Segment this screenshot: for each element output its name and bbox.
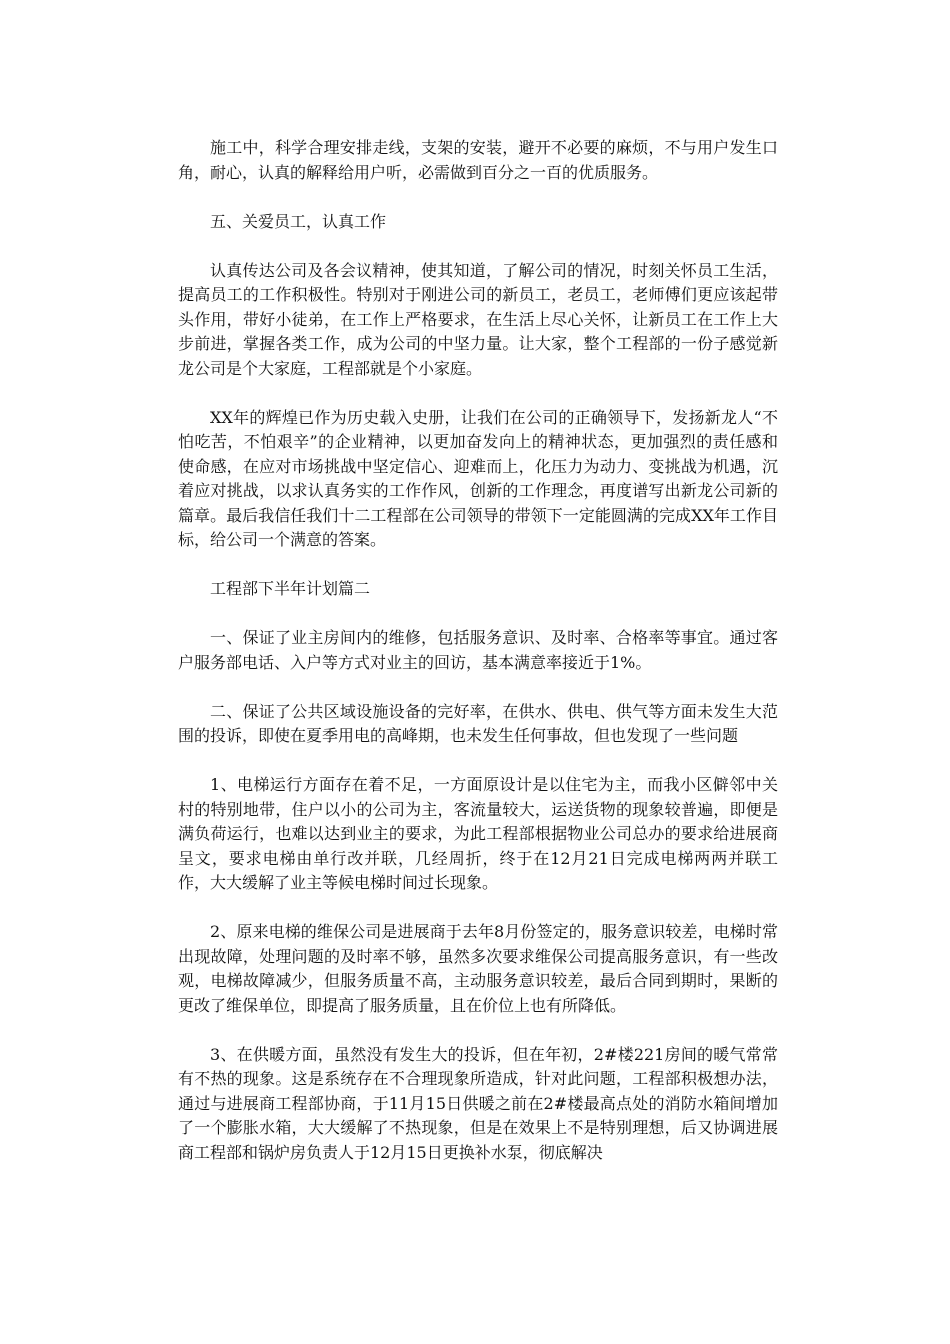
paragraph-year-summary: XX年的辉煌已作为历史载入史册，让我们在公司的正确领导下，发扬新龙人“不怕吃苦，不怕艰辛”的企业精神，以更加奋发向上的精神状态，更加强烈的责任感和使命感，在应对市场挑战中坚定信心、迎难而上，化压力为动力、变挑战为机遇，沉着应对挑战，以求认真务实的工作作风，创新的工作理念，再度谱写出新龙公司新的篇章。最后我信任我们十二工程部在公司领导的带领下一定能圆满的完成XX年工作目标，给公司一个满意的答案。 <box>178 407 778 549</box>
paragraph-item-two-facilities: 二、保证了公共区域设施设备的完好率，在供水、供电、供气等方面未发生大范围的投诉，即使在夏季用电的高峰期，也未发生任何事故，但也发现了一些问题 <box>178 701 778 745</box>
section-heading-plan-part-two: 工程部下半年计划篇二 <box>210 579 371 598</box>
paragraph-construction-service: 施工中，科学合理安排走线，支架的安装，避开不必要的麻烦，不与用户发生口角，耐心，认真的解释给用户听，必需做到百分之一百的优质服务。 <box>178 138 778 182</box>
document-page <box>178 136 778 1190</box>
paragraph-employee-care: 认真传达公司及各会议精神，使其知道，了解公司的情况，时刻关怀员工生活，提高员工的工作积极性。特别对于刚进公司的新员工，老员工，老师傅们更应该起带头作用，带好小徒弟，在工作上严格要求，在生活上尽心关怀，让新员工在工作上大步前进，掌握各类工作，成为公司的中坚力量。让大家，整个工程部的一份子感觉新龙公司是个大家庭，工程部就是个小家庭。 <box>178 260 778 378</box>
paragraph-item-one-repairs: 一、保证了业主房间内的维修，包括服务意识、及时率、合格率等事宜。通过客户服务部电话、入户等方式对业主的回访，基本满意率接近于1%。 <box>178 628 778 672</box>
paragraph-elevator-maintenance: 2、原来电梯的维保公司是进展商于去年8月份签定的，服务意识较差，电梯时常出现故障，处理问题的及时率不够，虽然多次要求维保公司提高服务意识，有一些改观，电梯故障减少，但服务质量不高，主动服务意识较差，最后合同到期时，果断的更改了维保单位，即提高了服务质量，且在价位上也有所降低。 <box>178 922 778 1015</box>
paragraph-elevator-operation: 1、电梯运行方面存在着不足，一方面原设计是以住宅为主，而我小区僻邻中关村的特别地带，住户以小的公司为主，客流量较大，运送货物的现象较普遍，即便是满负荷运行，也难以达到业主的要求，为此工程部根据物业公司总办的要求给进展商呈文，要求电梯由单行改并联，几经周折，终于在12月21日完成电梯两两并联工作，大大缓解了业主等候电梯时间过长现象。 <box>178 775 778 892</box>
section-heading-care-employees: 五、关爱员工，认真工作 <box>210 211 387 231</box>
paragraph-heating: 3、在供暖方面，虽然没有发生大的投诉，但在年初，2#楼221房间的暖气常常有不热的现象。这是系统存在不合理现象所造成，针对此问题，工程部积极想办法，通过与进展商工程部协商，于11月15日供暖之前在2#楼最高点处的消防水箱间增加了一个膨胀水箱，大大缓解了不热现象，但是在效果上不是特别理想，后又协调进展商工程部和锅炉房负责人于12月15日更换补水泵，彻底解决 <box>178 1044 778 1162</box>
